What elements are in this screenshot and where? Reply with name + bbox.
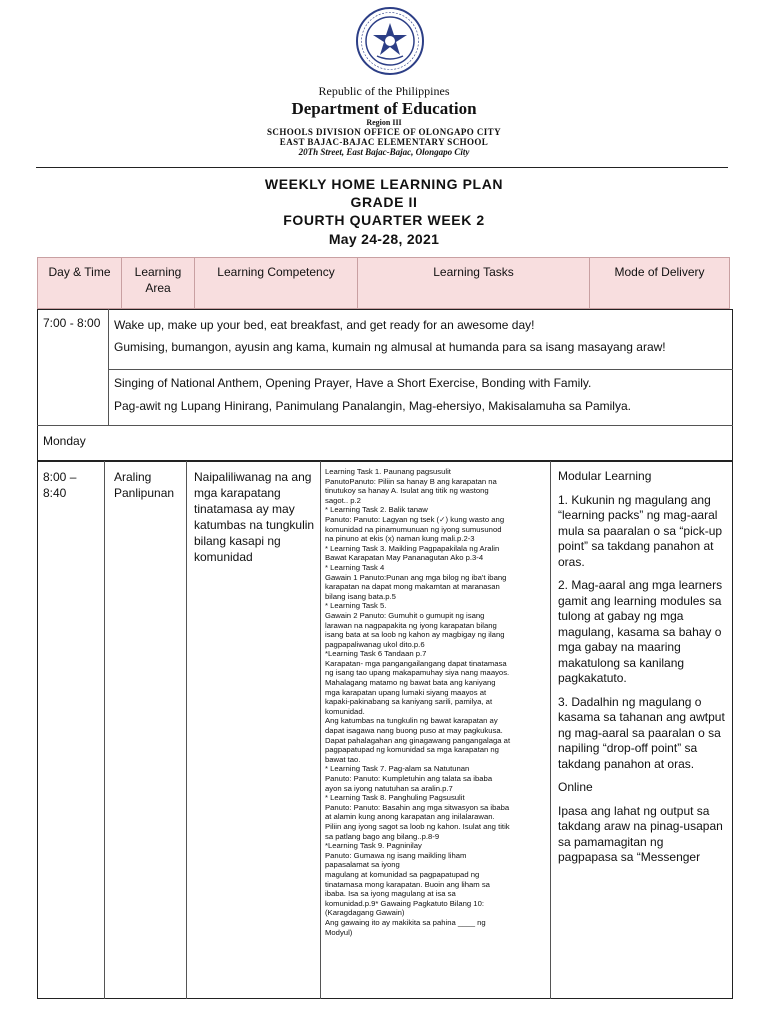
task-line: ayon sa iyong natutuhan sa aralin.p.7 [325, 783, 453, 793]
task-line: larawan na nagpapakita ng iyong karapatan bilang [325, 620, 497, 630]
header-learning-tasks: Learning Tasks [358, 258, 590, 308]
mode-of-delivery [558, 469, 726, 874]
task-line: *Learning Task 6 Tandaan p.7 [325, 649, 427, 659]
learning-competency: Naipaliliwanag na ang mga karapatang tinatamasa ay may katumbas na tungkulin bilang kasapi ng komunidad [194, 470, 315, 564]
header-learning-area: Learning Area [122, 258, 195, 308]
task-line: pagpapatupad ng komunidad sa mga karapatan ng [325, 745, 499, 755]
task-line: isang bata at sa loob ng kahon ay magbigay ng ilang [325, 630, 505, 640]
task-line: sa patlang bago ang bilang..p.8-9 [325, 831, 440, 841]
task-line: komunidad.p.9* Gawaing Pagkatuto Bilang 10: [325, 898, 484, 908]
task-line: sagot.. p.2 [325, 495, 361, 505]
header-learning-competency: Learning Competency [195, 258, 358, 308]
row2-filipino: Pag-awit ng Lupang Hinirang, Panimulang Panalangin, Mag-ehersiyo, Makisalamuha sa Pamilya. [114, 399, 631, 413]
task-line: at alamin kung anong karapatan ang inilalarawan. [325, 812, 495, 822]
learning-area: Araling Panlipunan [114, 470, 175, 500]
task-line: * Learning Task 2. Balik tanaw [325, 505, 428, 515]
task-line: dapat isagawa nang buong puso at may pagkukusa. [325, 726, 503, 736]
task-line: na pinuno at ekis (x) naman kung mali.p.2-3 [325, 534, 475, 544]
lesson-divider-3 [320, 461, 321, 999]
deped-seal-icon [355, 6, 425, 76]
task-line: bawat tao. [325, 754, 361, 764]
task-line: pagpapaliwanag ukol dito.p.6 [325, 639, 425, 649]
mode-heading: Modular Learning [558, 469, 652, 483]
region-line: Region III [366, 118, 402, 127]
task-line: kapaki-pakinabang sa kaniyang sarili, pamilya, at [325, 697, 493, 707]
lesson-divider-4 [550, 461, 551, 999]
task-line: magulang at komunidad sa pagpapatupad ng [325, 869, 480, 879]
grade-title: GRADE II [350, 194, 418, 210]
task-line: * Learning Task 3. Maikling Pagpapakilala ng Aralin [325, 543, 500, 553]
task-line: komunidad. [325, 706, 365, 716]
plan-title: WEEKLY HOME LEARNING PLAN [264, 176, 504, 192]
task-line: komunidad na pinamumunuan ng iyong sumusunod [325, 524, 502, 534]
lesson-divider-1 [104, 461, 105, 999]
table-header [37, 257, 730, 309]
task-line: *Learning Task 9. Pagninilay [325, 841, 422, 851]
task-line: tinatamasa mong karapatan. Buoin ang liham sa [325, 879, 490, 889]
task-line: Panuto: Panuto: Kumpletuhin ang talata sa ibaba [325, 774, 493, 783]
date-title: May 24-28, 2021 [328, 231, 440, 247]
mode-step-3: 3. Dadalhin ng magulang o kasama sa tahanan ang awtput ng mag-aaral sa paaralan o sa napiling “drop-off point” sa takdang panahon at oras. [558, 694, 725, 771]
task-line: Piliin ang iyong sagot sa loob ng kahon. Isulat ang titik [325, 821, 510, 831]
task-line: Gawain 1 Panuto:Punan ang mga bilog ng iba't ibang [325, 572, 507, 582]
task-line: Panuto: Panuto: Lagyan ng tsek (✓) kung wasto ang [325, 514, 505, 524]
time-column-divider [108, 309, 109, 425]
row-divider [108, 369, 733, 370]
row2-english: Singing of National Anthem, Opening Prayer, Have a Short Exercise, Bonding with Family. [114, 376, 592, 390]
task-line: * Learning Task 7. Pag-alam sa Natutunan [325, 764, 470, 774]
task-line: Ang katumbas na tungkulin ng bawat karapatan ay [325, 716, 498, 726]
online-heading: Online [558, 780, 593, 794]
header-mode-of-delivery: Mode of Delivery [614, 265, 705, 279]
school-name: EAST BAJAC-BAJAC ELEMENTARY SCHOOL [279, 137, 489, 147]
task-line: ibaba. Isa sa iyong magulang at isa sa [325, 889, 456, 899]
row1-time: 7:00 - 8:00 [43, 316, 101, 330]
task-line: * Learning Task 8. Panghuling Pagsusulit [325, 793, 465, 803]
mode-step-2: 2. Mag-aaral ang mga learners gamit ang learning modules sa tulong at gabay ng mga magulang, kasama sa bahay o mga gabay na maaring makatulong sa kanilang pagkakatuto. [558, 578, 723, 685]
row3-time: 8:00 – 8:40 [43, 470, 77, 500]
task-line: karapatan na dapat mong makamtan at maranasan [325, 582, 500, 592]
task-line: Panuto: Gumawa ng isang maikling liham [325, 850, 467, 860]
task-line: ng isang tao upang makapamuhay siya nang maayos. [325, 668, 510, 678]
day-label: Monday [43, 434, 86, 448]
task-line: (Karagdagang Gawain) [325, 908, 405, 918]
row1-filipino: Gumising, bumangon, ayusin ang kama, kumain ng almusal at humanda para sa isang masayang araw! [114, 340, 666, 354]
task-line: Ang gawaing ito ay makikita sa pahina ____ ng [325, 917, 486, 927]
task-line: PanutoPanuto: Piliin sa hanay B ang karapatan na [325, 476, 497, 486]
task-line: Learning Task 1. Paunang pagsusulit [325, 467, 451, 476]
lesson-divider-2 [186, 461, 187, 999]
row1-english: Wake up, make up your bed, eat breakfast, and get ready for an awesome day! [114, 318, 535, 332]
learning-tasks [325, 467, 547, 937]
division-line: SCHOOLS DIVISION OFFICE OF OLONGAPO CITY [267, 127, 501, 137]
task-line: Gawain 2 Panuto: Gumuhit o gumupit ng isang [325, 610, 485, 620]
task-line: bilang isang bata.p.5 [325, 591, 396, 601]
task-line: mga karapatan upang lumaki siyang maayos at [325, 687, 487, 697]
task-line: Bawat Karapatan May Pananagutan Ako p.3-4 [325, 553, 484, 563]
header-divider [36, 167, 728, 168]
task-line: tinutukoy sa hanay A. Isulat ang titik ng wastong [325, 486, 489, 496]
online-instruction: Ipasa ang lahat ng output sa takdang araw na pinag-usapan sa pamamagitan ng pagpapasa sa “Messenger [558, 803, 723, 864]
task-line: Modyul) [325, 927, 353, 937]
mode-step-1: 1. Kukunin ng magulang ang “learning packs” ng mag-aaral mula sa paaralan o sa “pick-up point” sa takdang panahon at oras. [558, 492, 723, 569]
task-line: papasalamat sa iyong [325, 860, 400, 870]
department-name: Department of Education [291, 99, 477, 118]
task-line: Mahalagang matamo ng bawat bata ang kaniyang [325, 678, 496, 688]
quarter-title: FOURTH QUARTER WEEK 2 [283, 212, 485, 228]
task-line: Karapatan- mga pangangailangang dapat tinatamasa [325, 658, 507, 668]
task-line: Panuto: Panuto: Basahin ang mga sitwasyon sa ibaba [325, 802, 510, 812]
republic-line: Republic of the Philippines [318, 84, 450, 98]
school-address: 20Th Street, East Bajac-Bajac, Olongapo City [298, 147, 470, 157]
task-line: * Learning Task 4 [325, 562, 385, 572]
task-line: * Learning Task 5. [325, 601, 387, 611]
task-line: Dapat pahalagahan ang ginagawang pangangalaga at [325, 735, 511, 745]
day-row-divider [37, 425, 733, 426]
header-day-time: Day & Time [38, 258, 122, 308]
